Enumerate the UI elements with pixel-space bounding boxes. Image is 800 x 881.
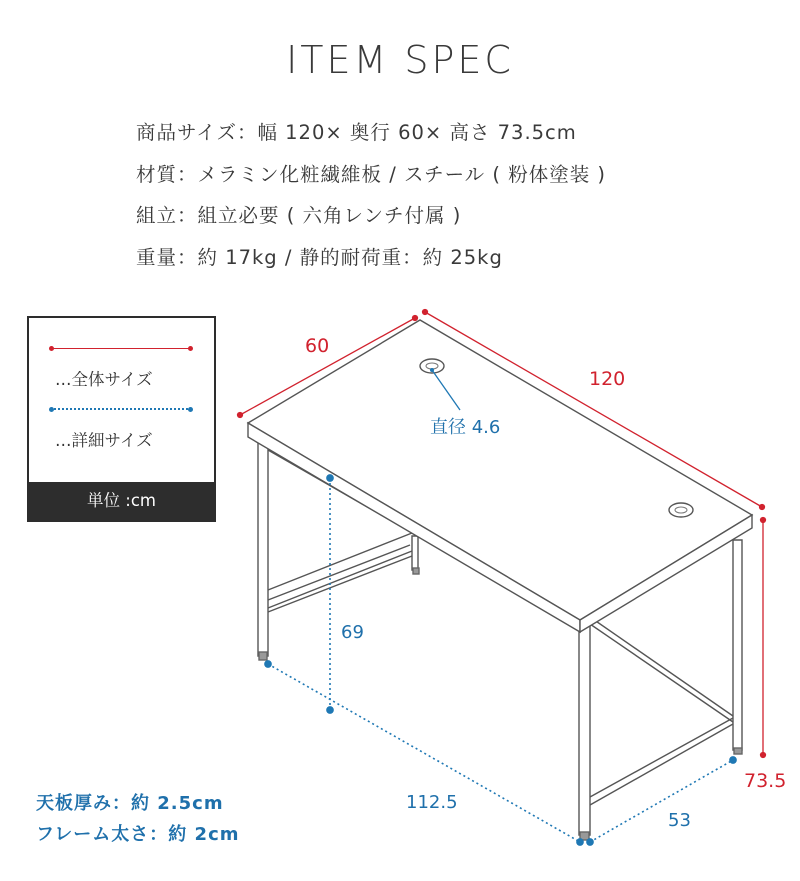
leg-back-left [412, 536, 418, 570]
dim-depth-label: 60 [305, 335, 330, 357]
dim-inner-depth-line [590, 760, 733, 842]
dim-height-label: 73.5 [744, 770, 787, 792]
spec-material: 材質：メラミン化粧繊維板 / スチール ( 粉体塗装 ) [136, 163, 606, 186]
dim-inner-depth-label: 53 [668, 810, 691, 831]
spec-assembly: 組立：組立必要 ( 六角レンチ付属 ) [136, 204, 462, 227]
legend-detail-label: …詳細サイズ [55, 431, 153, 450]
dim-width-label: 120 [589, 368, 626, 390]
leg-front-left [258, 438, 268, 656]
dim-inner-width-line [268, 664, 580, 842]
leg-back-right [733, 540, 742, 750]
spec-size: 商品サイズ：幅 120× 奥行 60× 高さ 73.5cm [136, 121, 577, 144]
note-top-thickness: 天板厚み：約 2.5cm [36, 793, 224, 814]
leg-front-right [579, 620, 590, 835]
spec-weight: 重量：約 17kg / 静的耐荷重：約 25kg [136, 246, 503, 269]
note-frame-thickness: フレーム太さ：約 2cm [36, 824, 240, 845]
legend-overall-label: …全体サイズ [55, 370, 153, 389]
legend-unit: 単位 :cm [29, 482, 214, 520]
dim-hole-label: 直径 4.6 [430, 417, 501, 438]
dim-inner-height-label: 69 [341, 622, 364, 643]
dim-inner-width-label: 112.5 [406, 792, 458, 813]
page-title: ITEM SPEC [286, 38, 514, 82]
frame-left-rails [268, 533, 412, 590]
